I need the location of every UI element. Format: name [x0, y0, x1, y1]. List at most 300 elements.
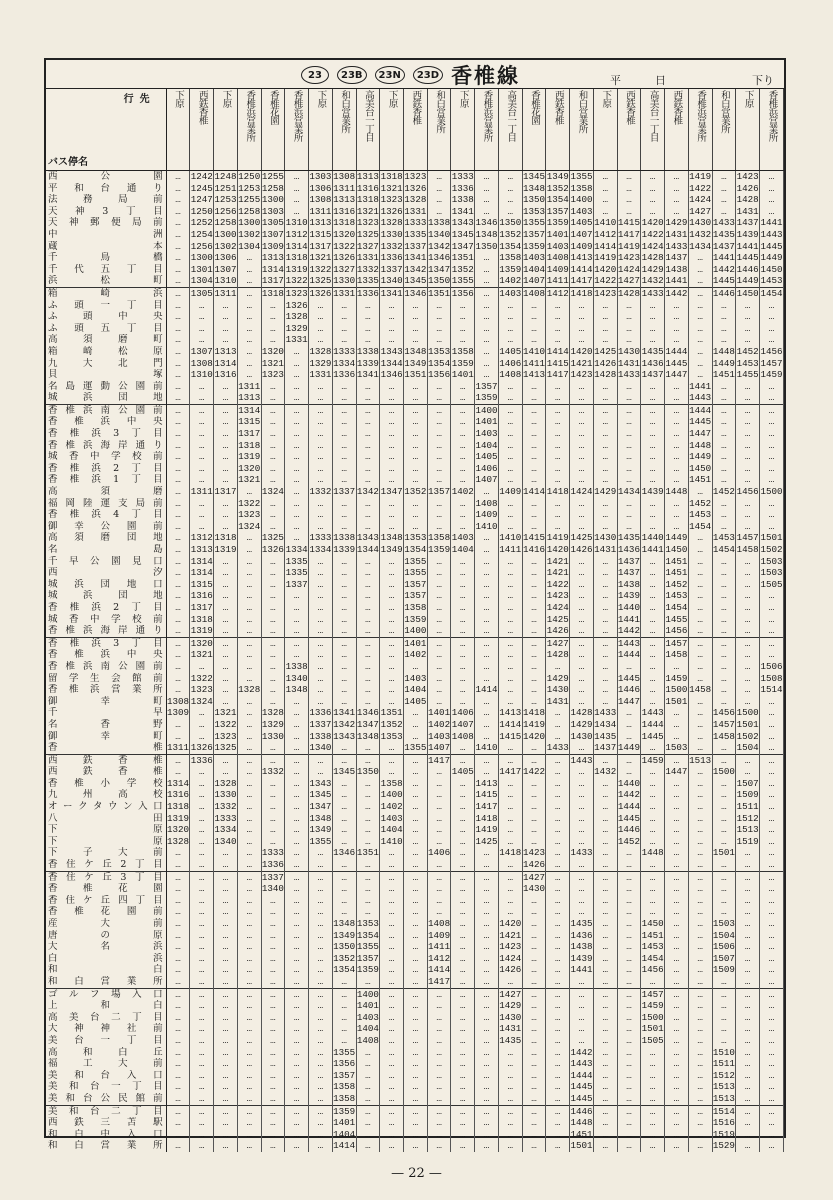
departure-time: … — [356, 742, 380, 754]
departure-time: … — [427, 883, 451, 895]
departure-time: … — [617, 183, 641, 195]
departure-time: … — [427, 392, 451, 404]
departure-time: … — [309, 323, 333, 335]
departure-time: 1325 — [214, 742, 237, 754]
departure-time: … — [759, 731, 783, 743]
departure-time: 1449 — [617, 742, 640, 754]
departure-time: … — [190, 509, 214, 521]
departure-time: … — [332, 602, 356, 614]
departure-time: … — [356, 813, 380, 825]
departure-time: … — [522, 906, 546, 918]
stop-name: 下原 — [46, 836, 166, 848]
departure-time: … — [190, 521, 214, 533]
departure-time: … — [427, 684, 451, 696]
departure-time: 1442 — [617, 625, 640, 637]
departure-time: 1415 — [475, 789, 498, 801]
departure-time: … — [641, 661, 665, 673]
departure-time: … — [712, 696, 736, 708]
departure-time: … — [237, 930, 261, 942]
departure-time: 1450 — [689, 462, 712, 474]
departure-time: … — [688, 731, 712, 743]
departure-time: … — [380, 1070, 404, 1082]
departure-time: … — [380, 416, 404, 428]
departure-time: 1300 — [238, 217, 261, 229]
departure-time: … — [214, 556, 238, 568]
departure-time: 1302 — [238, 228, 261, 240]
departure-time: … — [285, 918, 309, 930]
departure-time: … — [332, 906, 356, 918]
departure-time: … — [380, 1058, 404, 1070]
departure-time: … — [759, 1105, 783, 1117]
departure-time: … — [570, 474, 594, 486]
departure-time: 1355 — [404, 742, 427, 754]
departure-time: … — [641, 440, 665, 452]
departure-time: … — [190, 323, 214, 335]
departure-time: … — [190, 778, 214, 790]
departure-time: … — [759, 392, 783, 404]
departure-time: … — [309, 988, 333, 1000]
departure-time: 1501 — [641, 1023, 664, 1035]
departure-time: … — [712, 754, 736, 766]
departure-time: … — [593, 625, 617, 637]
departure-time: … — [332, 300, 356, 312]
departure-time: … — [736, 590, 760, 602]
departure-time: 1429 — [570, 718, 593, 730]
departure-time: … — [261, 323, 285, 335]
departure-time: 1434 — [617, 486, 640, 498]
departure-time: 1450 — [760, 263, 783, 275]
departure-time: … — [451, 614, 475, 626]
destination-header — [688, 89, 712, 171]
departure-time: … — [641, 801, 665, 813]
departure-time: … — [546, 323, 570, 335]
departure-time: … — [261, 300, 285, 312]
departure-time: … — [427, 183, 451, 195]
destination-header — [475, 89, 499, 171]
header-corner — [46, 89, 166, 171]
departure-time: … — [332, 498, 356, 510]
departure-time: 1441 — [641, 544, 664, 555]
departure-time: … — [214, 673, 238, 685]
destination-label: 下原 — [600, 90, 612, 107]
timetable-grid — [46, 88, 784, 1152]
departure-time: … — [214, 451, 238, 463]
departure-time: 1405 — [404, 695, 427, 707]
departure-time: … — [451, 1023, 475, 1035]
departure-time: … — [641, 451, 665, 463]
departure-time: … — [403, 964, 427, 976]
departure-time: … — [617, 1000, 641, 1012]
departure-time: … — [214, 1081, 238, 1093]
departure-time: … — [665, 953, 689, 965]
departure-time: … — [712, 813, 736, 825]
departure-time: 1503 — [760, 567, 783, 579]
departure-time: … — [332, 778, 356, 790]
departure-time: 1428 — [617, 287, 640, 299]
departure-time: … — [261, 1105, 285, 1117]
departure-time: 1342 — [356, 486, 379, 498]
departure-time: 1352 — [546, 182, 569, 194]
departure-time: … — [285, 988, 309, 1000]
departure-time: … — [403, 1093, 427, 1105]
departure-time: 1425 — [594, 345, 617, 357]
departure-time: 1457 — [760, 357, 783, 369]
departure-time: … — [688, 1047, 712, 1059]
departure-time: … — [380, 883, 404, 895]
departure-time: … — [451, 918, 475, 930]
departure-time: 1318 — [380, 171, 403, 182]
departure-time: … — [285, 451, 309, 463]
departure-time: 1311 — [238, 380, 261, 392]
departure-time: 1436 — [617, 544, 640, 555]
departure-time: … — [309, 1058, 333, 1070]
departure-time: … — [665, 1070, 689, 1082]
departure-time: … — [759, 334, 783, 346]
departure-time: … — [593, 847, 617, 859]
departure-time: 1419 — [546, 532, 569, 544]
departure-time: … — [261, 625, 285, 637]
departure-time: … — [451, 521, 475, 533]
destination-label: 高美台一丁目 — [505, 90, 517, 141]
stop-name: 香椎浜南公園前 — [46, 661, 166, 673]
departure-time: … — [475, 895, 499, 907]
destination-label: 和白営業所 — [576, 90, 588, 133]
departure-time: … — [451, 1070, 475, 1082]
departure-time: … — [498, 742, 522, 754]
departure-time: 1354 — [356, 929, 379, 941]
stop-name: 御幸町 — [46, 731, 166, 743]
departure-time: … — [309, 404, 333, 416]
departure-time: … — [593, 171, 617, 183]
departure-time: … — [759, 836, 783, 848]
departure-time: … — [356, 474, 380, 486]
departure-time: 1324 — [190, 695, 213, 707]
departure-time: … — [166, 556, 190, 568]
destination-header — [190, 89, 214, 171]
departure-time: 1418 — [522, 707, 546, 719]
departure-time: … — [309, 463, 333, 475]
route-badge: 23 — [301, 66, 329, 84]
departure-time: … — [380, 556, 404, 568]
departure-time: … — [237, 637, 261, 649]
departure-time: … — [309, 590, 333, 602]
departure-time: … — [261, 1012, 285, 1024]
destination-header — [546, 89, 570, 171]
departure-time: … — [451, 742, 475, 754]
departure-time: 1423 — [594, 287, 617, 299]
departure-time: … — [261, 416, 285, 428]
departure-time: 1415 — [499, 730, 522, 742]
departure-time: … — [237, 883, 261, 895]
departure-time: 1500 — [665, 684, 688, 696]
departure-time: … — [403, 1070, 427, 1082]
departure-time: … — [237, 1047, 261, 1059]
departure-time: … — [570, 813, 594, 825]
departure-time: 1408 — [428, 918, 451, 929]
departure-time: … — [309, 906, 333, 918]
table-row — [46, 486, 784, 498]
departure-time: … — [759, 300, 783, 312]
departure-time: 1308 — [309, 194, 332, 206]
departure-time: … — [498, 206, 522, 218]
departure-time: … — [475, 719, 499, 731]
departure-time: … — [214, 895, 238, 907]
table-row — [46, 859, 784, 871]
departure-time: … — [498, 824, 522, 836]
departure-time: … — [214, 930, 238, 942]
departure-time: … — [736, 509, 760, 521]
stop-name: 高美台二丁目 — [46, 1012, 166, 1024]
departure-time: … — [214, 392, 238, 404]
departure-time: 1250 — [190, 205, 213, 217]
departure-time: … — [427, 1012, 451, 1024]
departure-time: … — [759, 428, 783, 440]
departure-time: … — [309, 684, 333, 696]
table-row — [46, 731, 784, 743]
departure-time: … — [190, 1105, 214, 1117]
departure-time: … — [166, 1081, 190, 1093]
departure-time: 1435 — [499, 1034, 522, 1046]
departure-time: … — [522, 813, 546, 825]
departure-time: … — [285, 590, 309, 602]
departure-time: 1509 — [736, 789, 759, 801]
departure-time: 1421 — [499, 929, 522, 941]
departure-time: … — [498, 649, 522, 661]
departure-time: … — [475, 602, 499, 614]
departure-time: … — [237, 836, 261, 848]
departure-time: … — [759, 521, 783, 533]
departure-time: 1318 — [333, 217, 356, 229]
departure-time: … — [214, 918, 238, 930]
departure-time: … — [712, 895, 736, 907]
departure-time: … — [498, 194, 522, 206]
departure-time: … — [427, 614, 451, 626]
departure-time: … — [285, 416, 309, 428]
departure-time: … — [356, 300, 380, 312]
departure-time: … — [356, 381, 380, 393]
departure-time: … — [285, 392, 309, 404]
departure-time: … — [190, 766, 214, 778]
departure-time: … — [593, 836, 617, 848]
departure-time: … — [593, 930, 617, 942]
destination-label: 和白営業所 — [434, 90, 446, 133]
departure-time: … — [736, 1058, 760, 1070]
departure-time: … — [546, 1070, 570, 1082]
departure-time: … — [190, 1058, 214, 1070]
departure-time: … — [593, 1023, 617, 1035]
departure-time: 1321 — [238, 474, 261, 486]
departure-time: … — [380, 673, 404, 685]
departure-time: … — [261, 836, 285, 848]
departure-time: … — [665, 440, 689, 452]
departure-time: … — [688, 252, 712, 264]
departure-time: … — [403, 1047, 427, 1059]
departure-time: … — [759, 859, 783, 871]
departure-time: … — [498, 1140, 522, 1152]
departure-time: … — [546, 521, 570, 533]
departure-time: … — [403, 1117, 427, 1129]
departure-time: … — [617, 941, 641, 953]
departure-time: … — [712, 1035, 736, 1047]
departure-time: … — [380, 567, 404, 579]
departure-time: … — [759, 1023, 783, 1035]
departure-time: 1314 — [214, 357, 237, 369]
departure-time: 1421 — [546, 567, 569, 579]
departure-time: … — [475, 346, 499, 358]
departure-time: … — [712, 906, 736, 918]
departure-time: … — [641, 742, 665, 754]
departure-time: 1331 — [356, 252, 379, 264]
departure-time: … — [309, 1023, 333, 1035]
departure-time: … — [475, 1081, 499, 1093]
departure-time: 1337 — [380, 263, 403, 275]
departure-time: … — [688, 1070, 712, 1082]
departure-time: … — [498, 509, 522, 521]
departure-time: … — [285, 171, 309, 183]
departure-time: … — [617, 463, 641, 475]
departure-time: … — [332, 836, 356, 848]
departure-time: … — [665, 381, 689, 393]
departure-time: 1513 — [712, 1081, 735, 1093]
departure-time: … — [166, 392, 190, 404]
departure-time: … — [641, 1070, 665, 1082]
departure-time: 1344 — [356, 544, 379, 555]
departure-time: 1414 — [522, 486, 546, 498]
departure-time: … — [237, 824, 261, 836]
departure-time: … — [237, 625, 261, 637]
departure-time: 1329 — [285, 322, 308, 334]
departure-time: 1359 — [356, 964, 379, 976]
departure-time: 1402 — [451, 486, 474, 498]
timetable — [46, 89, 784, 1152]
departure-time: 1314 — [261, 263, 284, 275]
departure-time: 1410 — [594, 217, 617, 229]
table-row — [46, 579, 784, 591]
departure-time: 1253 — [238, 182, 261, 194]
departure-time: … — [736, 300, 760, 312]
departure-time: … — [380, 1035, 404, 1047]
departure-time: … — [570, 789, 594, 801]
departure-time: … — [237, 859, 261, 871]
departure-time: … — [712, 637, 736, 649]
departure-time: 1402 — [428, 718, 451, 730]
departure-time: … — [427, 416, 451, 428]
departure-time: … — [641, 649, 665, 661]
departure-time: … — [261, 895, 285, 907]
departure-time: … — [237, 895, 261, 907]
departure-time: 1432 — [641, 275, 664, 287]
departure-time: 1428 — [546, 649, 569, 661]
table-row — [46, 498, 784, 510]
departure-time: … — [332, 428, 356, 440]
departure-time: 1304 — [190, 275, 213, 287]
departure-time: 1500 — [712, 766, 735, 778]
departure-time: … — [451, 859, 475, 871]
departure-time: … — [475, 194, 499, 206]
departure-time: … — [641, 404, 665, 416]
departure-time: … — [166, 206, 190, 218]
departure-time: … — [451, 381, 475, 393]
departure-time: … — [498, 883, 522, 895]
departure-time: … — [166, 953, 190, 965]
departure-time: … — [261, 556, 285, 568]
departure-time: 1353 — [428, 345, 451, 357]
departure-time: … — [214, 696, 238, 708]
departure-time: … — [190, 1129, 214, 1141]
departure-time: 1437 — [617, 567, 640, 579]
departure-time: … — [688, 661, 712, 673]
destination-label: 西鉄香椎 — [410, 90, 422, 124]
departure-time: … — [688, 334, 712, 346]
departure-time: 1437 — [641, 369, 664, 381]
departure-time: … — [356, 521, 380, 533]
departure-time: … — [261, 1070, 285, 1082]
departure-time: 1309 — [166, 707, 190, 719]
departure-time: … — [688, 941, 712, 953]
departure-time: … — [332, 789, 356, 801]
departure-time: 1403 — [570, 205, 593, 217]
stop-name: 白浜 — [46, 953, 166, 965]
departure-time: … — [356, 976, 380, 988]
departure-time: 1441 — [570, 964, 593, 976]
departure-time: 1337 — [285, 578, 308, 590]
destination-label: 和白営業所 — [339, 90, 351, 133]
departure-time: 1256 — [190, 240, 213, 252]
departure-time: … — [617, 311, 641, 323]
departure-time: 1401 — [475, 416, 498, 428]
departure-time: … — [356, 859, 380, 871]
departure-time: 1421 — [570, 357, 593, 369]
departure-time: … — [285, 1093, 309, 1105]
departure-time: … — [214, 1058, 238, 1070]
departure-time: … — [332, 801, 356, 813]
departure-time: … — [617, 300, 641, 312]
departure-time: … — [546, 847, 570, 859]
departure-time: … — [475, 590, 499, 602]
departure-time: … — [688, 778, 712, 790]
departure-time: … — [617, 1093, 641, 1105]
departure-time: 1308 — [333, 171, 356, 182]
departure-time: … — [475, 930, 499, 942]
departure-time: … — [237, 918, 261, 930]
departure-time: … — [617, 381, 641, 393]
departure-time: … — [641, 474, 665, 486]
departure-time: … — [522, 474, 546, 486]
departure-time: … — [427, 1000, 451, 1012]
departure-time: … — [688, 1023, 712, 1035]
departure-time: … — [570, 742, 594, 754]
departure-time: 1315 — [238, 416, 261, 428]
departure-time: … — [475, 183, 499, 195]
departure-time: 1359 — [451, 357, 474, 369]
departure-time: … — [665, 871, 689, 883]
departure-time: … — [759, 440, 783, 452]
departure-time: … — [736, 381, 760, 393]
departure-time: … — [665, 778, 689, 790]
departure-time: 1358 — [333, 1092, 356, 1104]
departure-time: 1341 — [356, 369, 379, 381]
departure-time: … — [403, 463, 427, 475]
stop-name: 和白 — [46, 964, 166, 976]
departure-time: 1519 — [736, 835, 759, 847]
departure-time: … — [546, 498, 570, 510]
departure-time: … — [570, 836, 594, 848]
departure-time: … — [403, 1129, 427, 1141]
departure-time: … — [546, 463, 570, 475]
departure-time: … — [641, 1081, 665, 1093]
departure-time: … — [261, 976, 285, 988]
departure-time: … — [403, 661, 427, 673]
